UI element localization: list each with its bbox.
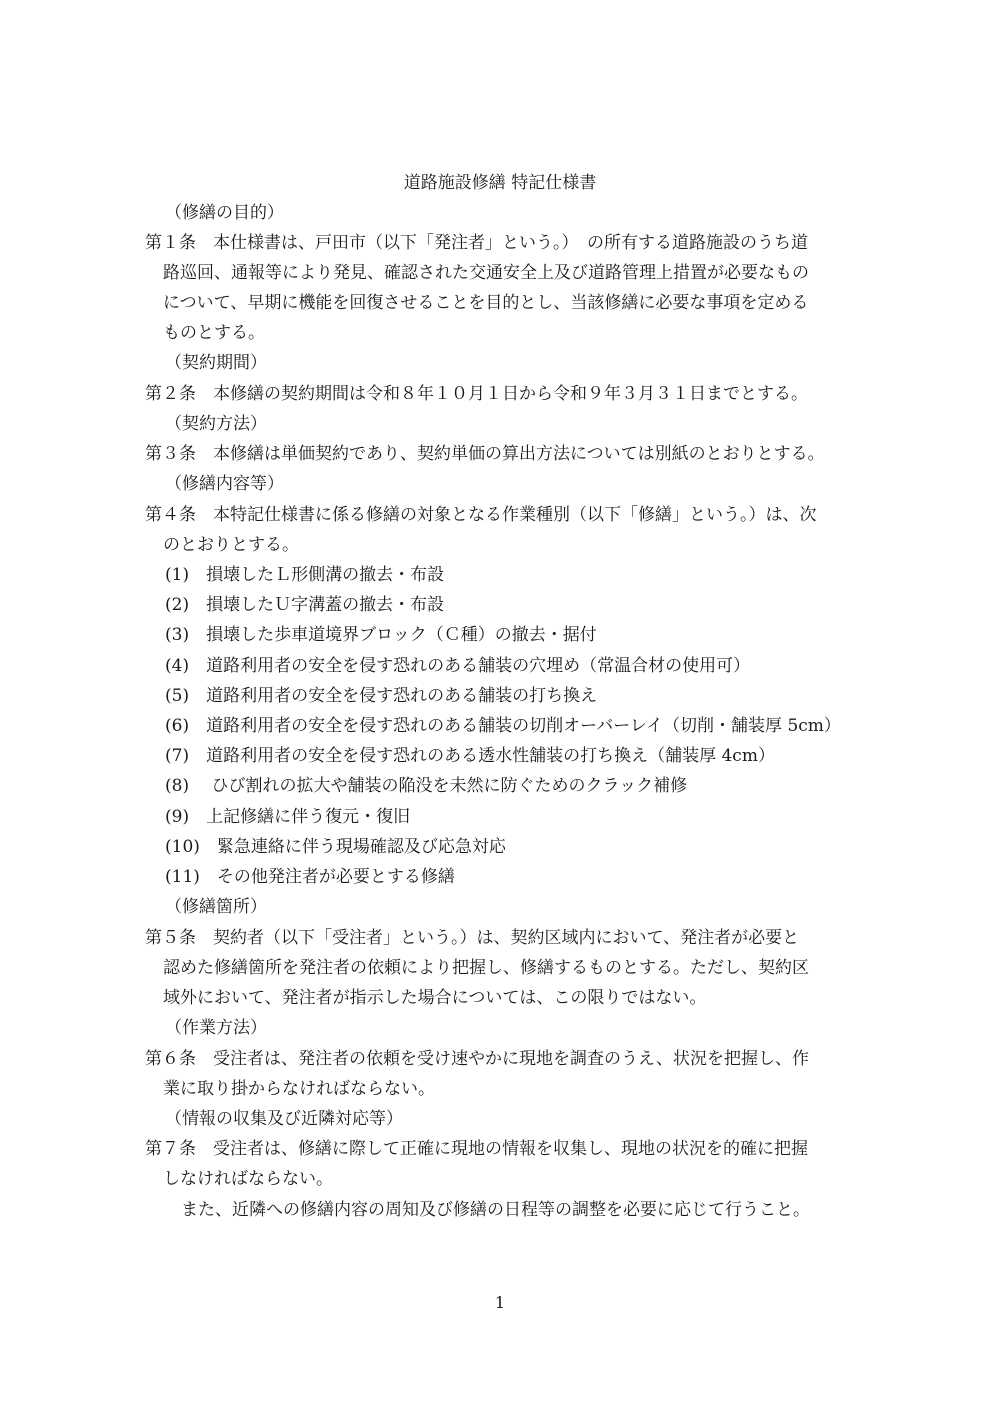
list-item-5: (5) 道路利用者の安全を侵す恐れのある舗装の打ち換え bbox=[165, 686, 598, 706]
article-1-line-4: ものとする。 bbox=[163, 323, 265, 343]
article-4-line-2: のとおりとする。 bbox=[163, 535, 299, 555]
heading-information: （情報の収集及び近隣対応等） bbox=[165, 1109, 403, 1129]
heading-contract-period: （契約期間） bbox=[165, 353, 267, 373]
list-item-1: (1) 損壊したＬ形側溝の撤去・布設 bbox=[165, 565, 445, 585]
article-2-line-1: 第２条 本修繕の契約期間は令和８年１０月１日から令和９年３月３１日までとする。 bbox=[145, 384, 808, 404]
list-item-6: (6) 道路利用者の安全を侵す恐れのある舗装の切削オーバーレイ（切削・舗装厚 5cm） bbox=[165, 716, 841, 736]
heading-purpose: （修繕の目的） bbox=[165, 203, 284, 223]
list-item-10: (10) 緊急連絡に伴う現場確認及び応急対応 bbox=[165, 837, 506, 857]
article-7-line-1: 第７条 受注者は、修繕に際して正確に現地の情報を収集し、現地の状況を的確に把握 bbox=[145, 1139, 808, 1159]
article-3-line-1: 第３条 本修繕は単価契約であり、契約単価の算出方法については別紙のとおりとする。 bbox=[145, 444, 825, 464]
document-title: 道路施設修繕 特記仕様書 bbox=[403, 173, 597, 193]
list-item-8: (8) ひび割れの拡大や舗装の陥没を未然に防ぐためのクラック補修 bbox=[165, 776, 688, 796]
article-5-line-2: 認めた修繕箇所を発注者の依頼により把握し、修繕するものとする。ただし、契約区 bbox=[163, 958, 809, 978]
list-item-7: (7) 道路利用者の安全を侵す恐れのある透水性舗装の打ち換え（舗装厚 4cm） bbox=[165, 746, 775, 766]
article-7-line-2: しなければならない。 bbox=[163, 1169, 333, 1189]
list-item-2: (2) 損壊したＵ字溝蓋の撤去・布設 bbox=[165, 595, 445, 615]
article-6-line-1: 第６条 受注者は、発注者の依頼を受け速やかに現地を調査のうえ、状況を把握し、作 bbox=[145, 1049, 810, 1069]
article-6-line-2: 業に取り掛からなければならない。 bbox=[163, 1079, 435, 1099]
article-5-line-3: 域外において、発注者が指示した場合については、この限りではない。 bbox=[163, 988, 707, 1008]
list-item-11: (11) その他発注者が必要とする修繕 bbox=[165, 867, 455, 887]
article-1-line-1: 第１条 本仕様書は、戸田市（以下「発注者」という。） の所有する道路施設のうち道 bbox=[145, 233, 808, 253]
heading-contract-method: （契約方法） bbox=[165, 414, 267, 434]
article-1-line-2: 路巡回、通報等により発見、確認された交通安全上及び道路管理上措置が必要なもの bbox=[163, 263, 809, 283]
list-item-3: (3) 損壊した歩車道境界ブロック（Ｃ種）の撤去・据付 bbox=[165, 625, 597, 645]
article-5-line-1: 第５条 契約者（以下「受注者」という。）は、契約区域内において、発注者が必要と bbox=[145, 928, 800, 948]
article-7-line-3: また、近隣への修繕内容の周知及び修繕の日程等の調整を必要に応じて行うこと。 bbox=[181, 1200, 810, 1220]
list-item-9: (9) 上記修繕に伴う復元・復旧 bbox=[165, 807, 411, 827]
list-item-4: (4) 道路利用者の安全を侵す恐れのある舗装の穴埋め（常温合材の使用可） bbox=[165, 656, 751, 676]
article-1-line-3: について、早期に機能を回復させることを目的とし、当該修繕に必要な事項を定める bbox=[163, 293, 809, 313]
heading-repair-location: （修繕箇所） bbox=[165, 897, 267, 917]
heading-repair-content: （修繕内容等） bbox=[165, 474, 284, 494]
heading-work-method: （作業方法） bbox=[165, 1018, 267, 1038]
article-4-line-1: 第４条 本特記仕様書に係る修繕の対象となる作業種別（以下「修繕」という。）は、次 bbox=[145, 505, 817, 525]
page-number: 1 bbox=[494, 1293, 506, 1312]
